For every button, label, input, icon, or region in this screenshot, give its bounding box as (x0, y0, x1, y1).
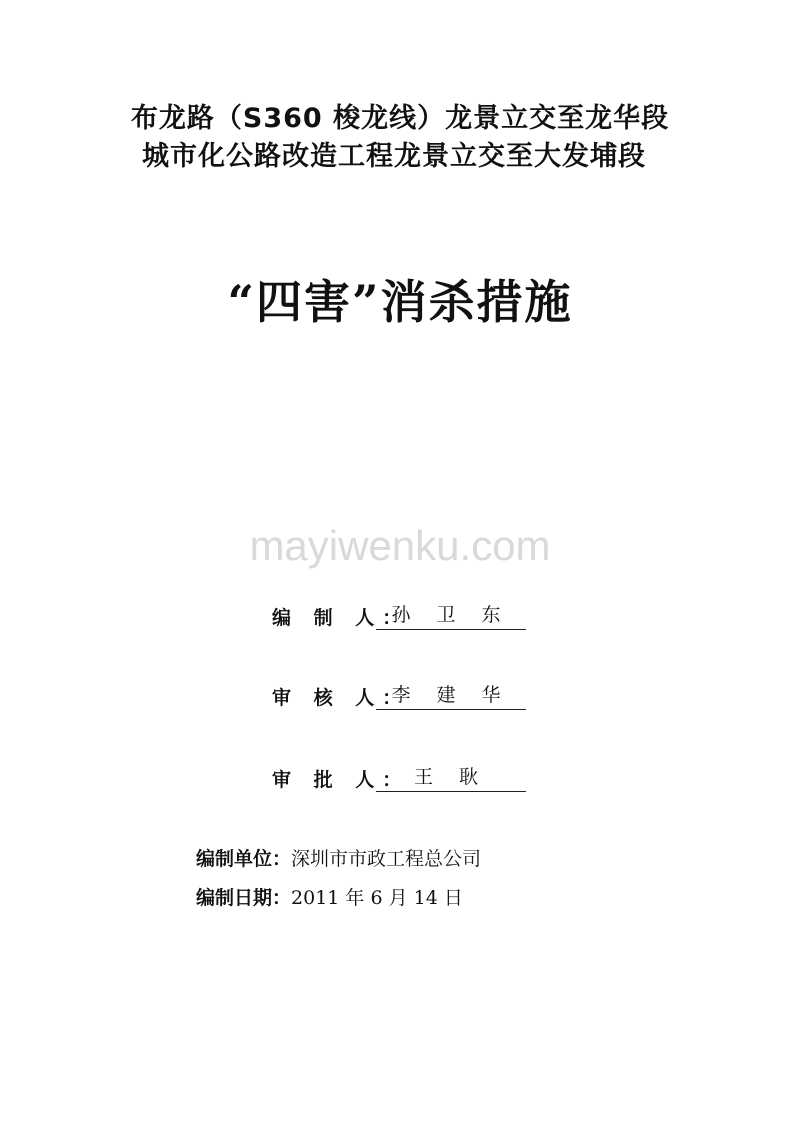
compiler-label: 编 制 人： (272, 607, 410, 629)
approver-name: 王 耿 (376, 762, 526, 792)
approver-label: 审 批 人： (272, 769, 410, 791)
signature-row-reviewer (272, 680, 526, 710)
compiling-date-value: 2011 年 6 月 14 日 (291, 887, 463, 909)
compiling-unit-row (196, 844, 481, 871)
signature-row-compiler (272, 600, 526, 630)
compiling-unit-label: 编制单位： (196, 848, 292, 870)
reviewer-name: 李 建 华 (376, 680, 526, 710)
compiling-unit-value: 深圳市市政工程总公司 (291, 848, 482, 870)
signature-row-approver (272, 762, 526, 792)
compiling-date-label: 编制日期： (196, 887, 292, 909)
document-main-title: “四害”消杀措施 (227, 275, 573, 329)
compiling-date-row (196, 883, 463, 910)
reviewer-label: 审 核 人： (272, 687, 410, 709)
document-subtitle-line-2: 城市化公路改造工程龙景立交至大发埔段 (142, 141, 646, 172)
watermark: mayiwenku.com (249, 522, 551, 569)
document-subtitle-line-1: 布龙路（S360 梭龙线）龙景立交至龙华段 (130, 103, 670, 134)
compiler-name: 孙 卫 东 (376, 600, 526, 630)
